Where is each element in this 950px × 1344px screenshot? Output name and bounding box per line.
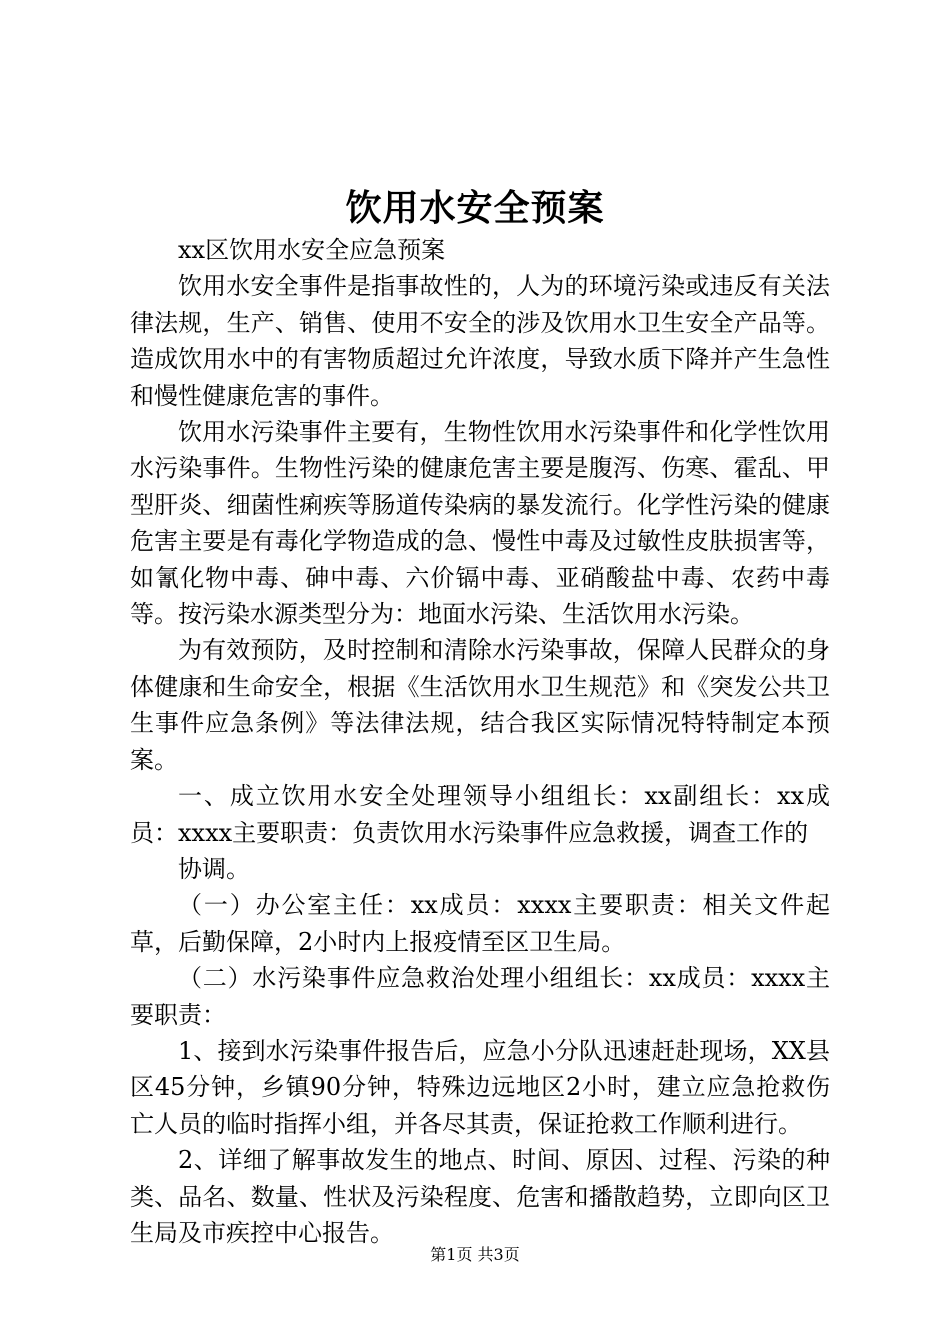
paragraph-purpose: 为有效预防，及时控制和清除水污染事故，保障人民群众的身体健康和生命安全，根据《生活饮用水卫生规范》和《突发公共卫生事件应急条例》等法律法规，结合我区实际情况特特制定本预案。 [130, 636, 830, 774]
document-body [130, 232, 830, 1251]
page-number: 第1页 共3页 [430, 1245, 520, 1264]
paragraph-office: （一）办公室主任：xx成员：xxxx主要职责：相关文件起草，后勤保障，2小时内上报疫情至区卫生局。 [130, 891, 830, 956]
paragraph-leadership-group: 一、成立饮用水安全处理领导小组组长：xx副组长：xx成员：xxxx主要职责：负责饮用水污染事件应急救援，调查工作的 [130, 782, 830, 847]
paragraph-item-2: 2、详细了解事故发生的地点、时间、原因、过程、污染的种类、品名、数量、性状及污染程度、危害和播散趋势，立即向区卫生局及市疾控中心报告。 [130, 1146, 830, 1247]
paragraph-definition: 饮用水安全事件是指事故性的，人为的环境污染或违反有关法律法规，生产、销售、使用不安全的涉及饮用水卫生安全产品等。造成饮用水中的有害物质超过允许浓度，导致水质下降并产生急性和慢性健康危害的事件。 [130, 272, 830, 410]
paragraph-pollution-types: 饮用水污染事件主要有，生物性饮用水污染事件和化学性饮用水污染事件。生物性污染的健康危害主要是腹泻、伤寒、霍乱、甲型肝炎、细菌性痢疾等肠道传染病的暴发流行。化学性污染的健康危害主要是有毒化学物造成的急、慢性中毒及过敏性皮肤损害等，如氰化物中毒、砷中毒、六价镉中毒、亚硝酸盐中毒、农药中毒等。按污染水源类型分为：地面水污染、生活饮用水污染。 [130, 418, 830, 629]
paragraph-coordination: 协调。 [178, 854, 250, 883]
paragraph-item-1: 1、接到水污染事件报告后，应急小分队迅速赶赴现场，XX县区45分钟，乡镇90分钟，特殊边远地区2小时，建立应急抢救伤亡人员的临时指挥小组，并各尽其责，保证抢救工作顺利进行。 [130, 1036, 830, 1138]
document-title: 饮用水安全预案 [345, 187, 605, 229]
paragraph-subtitle: xx区饮用水安全应急预案 [178, 236, 446, 264]
paragraph-treatment-group: （二）水污染事件应急救治处理小组组长：xx成员：xxxx主要职责： [130, 964, 830, 1029]
